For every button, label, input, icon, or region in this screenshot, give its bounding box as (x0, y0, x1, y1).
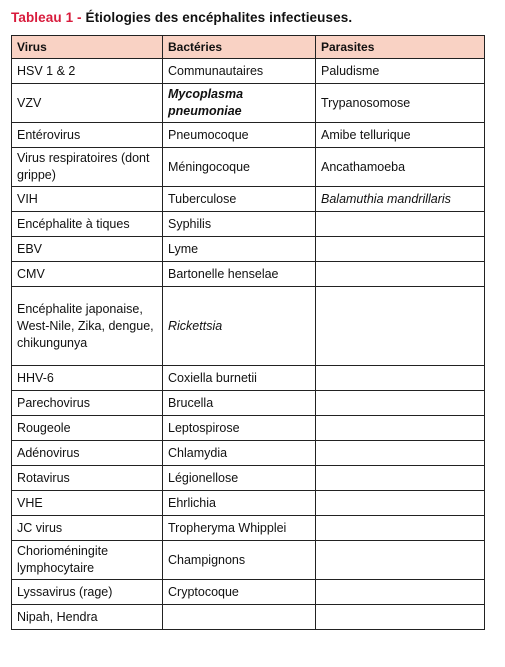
table-row (12, 391, 485, 416)
table-row (12, 605, 485, 630)
parasite-cell (316, 516, 485, 541)
bacteria-cell: Chlamydia (163, 441, 316, 466)
parasite-cell (316, 541, 485, 580)
parasite-cell (316, 605, 485, 630)
bacteria-cell: Pneumocoque (163, 123, 316, 148)
bacteria-cell: Tuberculose (163, 187, 316, 212)
virus-cell: Encéphalite japonaise, West-Nile, Zika, dengue, chikungunya (12, 287, 163, 366)
table-row (12, 466, 485, 491)
bacteria-cell: Mycoplasma pneumoniae (163, 84, 316, 123)
virus-cell: VHE (12, 491, 163, 516)
table-row (12, 516, 485, 541)
bacteria-cell: Brucella (163, 391, 316, 416)
header-virus: Virus (12, 36, 163, 59)
virus-cell: Encéphalite à tiques (12, 212, 163, 237)
parasite-cell (316, 391, 485, 416)
table-row (12, 123, 485, 148)
parasite-cell (316, 287, 485, 366)
header-parasites: Parasites (316, 36, 485, 59)
etiology-table (11, 35, 485, 630)
virus-cell: Parechovirus (12, 391, 163, 416)
bacteria-cell: Lyme (163, 237, 316, 262)
virus-cell: Rotavirus (12, 466, 163, 491)
table-row (12, 212, 485, 237)
table-row (12, 187, 485, 212)
bacteria-cell: Légionellose (163, 466, 316, 491)
bacteria-cell: Rickettsia (163, 287, 316, 366)
parasite-cell (316, 237, 485, 262)
virus-cell: VZV (12, 84, 163, 123)
bacteria-cell: Champignons (163, 541, 316, 580)
virus-cell: VIH (12, 187, 163, 212)
virus-cell: Rougeole (12, 416, 163, 441)
virus-cell: EBV (12, 237, 163, 262)
virus-cell: Chorioméningite lymphocytaire (12, 541, 163, 580)
parasite-cell (316, 441, 485, 466)
table-row (12, 491, 485, 516)
table-row (12, 237, 485, 262)
table-caption: Étiologies des encéphalites infectieuses. (85, 10, 353, 25)
table-row (12, 580, 485, 605)
parasite-cell: Balamuthia mandrillaris (316, 187, 485, 212)
virus-cell: CMV (12, 262, 163, 287)
table-title (11, 10, 352, 25)
virus-cell: Virus respiratoires (dont grippe) (12, 148, 163, 187)
virus-cell: HHV-6 (12, 366, 163, 391)
bacteria-cell (163, 605, 316, 630)
parasite-cell: Ancathamoeba (316, 148, 485, 187)
bacteria-cell: Communautaires (163, 59, 316, 84)
virus-cell: JC virus (12, 516, 163, 541)
table-header-row (12, 36, 485, 59)
bacteria-cell: Ehrlichia (163, 491, 316, 516)
bacteria-cell: Cryptocoque (163, 580, 316, 605)
virus-cell: Nipah, Hendra (12, 605, 163, 630)
table-row (12, 262, 485, 287)
parasite-cell: Trypanosomose (316, 84, 485, 123)
table-row (12, 366, 485, 391)
bacteria-cell: Méningocoque (163, 148, 316, 187)
table-row (12, 59, 485, 84)
bacteria-cell: Coxiella burnetii (163, 366, 316, 391)
table-row (12, 541, 485, 580)
virus-cell: Lyssavirus (rage) (12, 580, 163, 605)
parasite-cell (316, 212, 485, 237)
parasite-cell (316, 416, 485, 441)
header-bacteria: Bactéries (163, 36, 316, 59)
parasite-cell (316, 262, 485, 287)
bacteria-cell: Tropheryma Whipplei (163, 516, 316, 541)
table-row (12, 287, 485, 366)
parasite-cell (316, 580, 485, 605)
table-row (12, 84, 485, 123)
parasite-cell (316, 491, 485, 516)
virus-cell: Entérovirus (12, 123, 163, 148)
virus-cell: HSV 1 & 2 (12, 59, 163, 84)
table-number: Tableau 1 - (11, 10, 82, 25)
table-row (12, 416, 485, 441)
table-row (12, 441, 485, 466)
bacteria-cell: Bartonelle henselae (163, 262, 316, 287)
parasite-cell: Amibe tellurique (316, 123, 485, 148)
table-row (12, 148, 485, 187)
parasite-cell: Paludisme (316, 59, 485, 84)
virus-cell: Adénovirus (12, 441, 163, 466)
parasite-cell (316, 466, 485, 491)
bacteria-cell: Syphilis (163, 212, 316, 237)
bacteria-cell: Leptospirose (163, 416, 316, 441)
parasite-cell (316, 366, 485, 391)
